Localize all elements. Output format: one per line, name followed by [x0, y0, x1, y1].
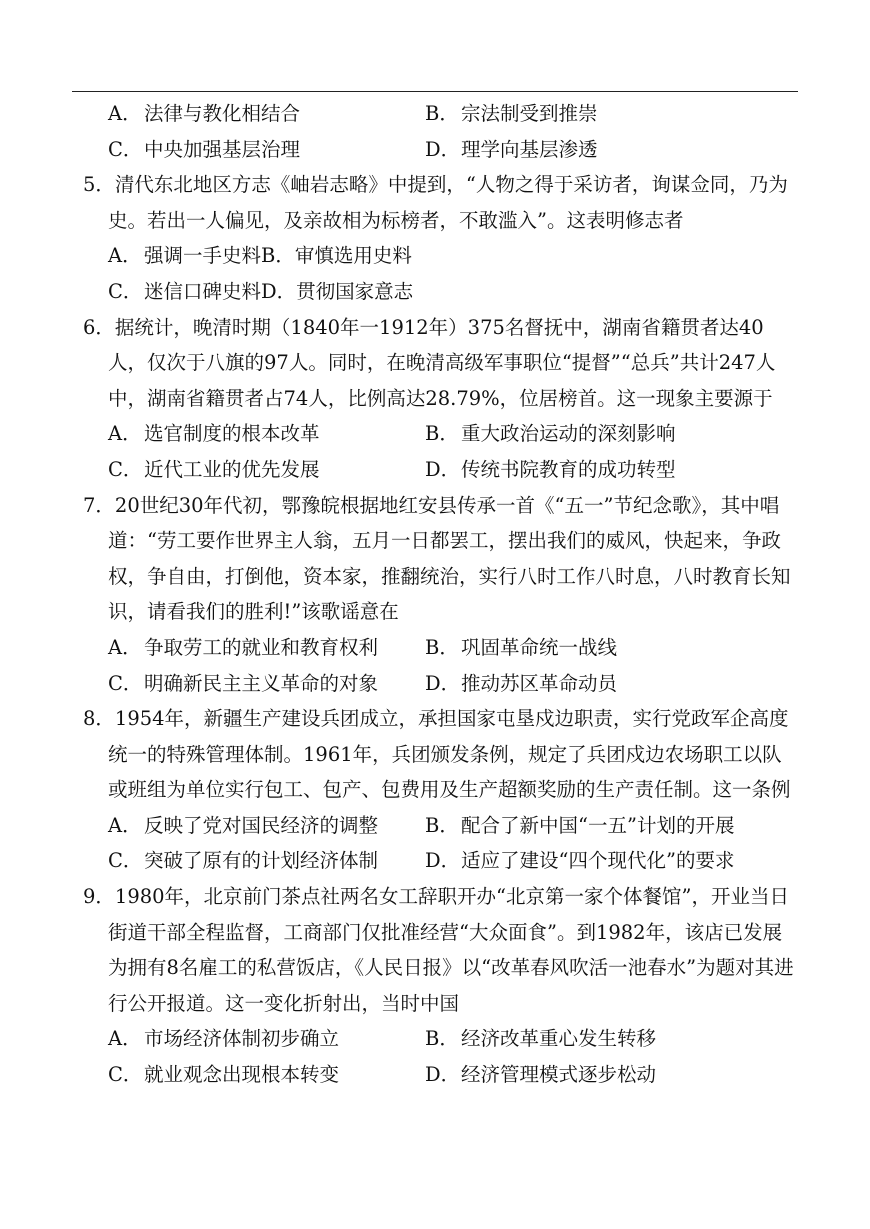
option-row — [0, 630, 870, 666]
question-6-stem: 6．据统计，晚清时期（1840年一1912年）375名督抚中，湖南省籍贯者达40人，仅次于八旗的97人。同时，在晚清高级军事职位“提督”“总兵”共计247人中，湖南省籍贯者占74人，比例高达28.79%，位居榜首。这一现象主要源于 — [83, 315, 776, 410]
option-row — [0, 666, 870, 702]
option-c[interactable]: C．中央加强基层治理 — [108, 137, 301, 161]
option-d[interactable]: D．经济管理模式逐步松动 — [425, 1063, 657, 1087]
option-b[interactable]: B． 配合了新中国“一五”计划的开展 — [425, 813, 735, 837]
exam-page — [0, 96, 870, 1093]
header-rule — [72, 91, 798, 92]
option-b[interactable]: B． 经济改革重心发生转移 — [425, 1027, 657, 1051]
option-a[interactable]: A． 反映了党对国民经济的调整 — [108, 813, 379, 837]
option-a[interactable]: A． 市场经济体制初步确立 — [108, 1027, 340, 1051]
option-row — [0, 843, 870, 879]
option-c-d-inline[interactable]: C．迷信口碑史料D．贯彻国家意志 — [108, 279, 414, 303]
option-a[interactable]: A． 争取劳工的就业和教育权利 — [108, 635, 379, 659]
option-c[interactable]: C．近代工业的优先发展 — [108, 457, 320, 481]
option-d[interactable]: D．理学向基层渗透 — [425, 137, 598, 161]
option-d[interactable]: D．适应了建设“四个现代化”的要求 — [425, 849, 735, 873]
question-8-stem: 8．1954年，新疆生产建设兵团成立，承担国家屯垦戍边职责，实行党政军企高度统一的特殊管理体制。1961年，兵团颁发条例，规定了兵团戍边农场职工以队或班组为单位实行包工、包产、包费用及生产超额奖励的生产责任制。这一条例 — [83, 707, 791, 802]
option-c[interactable]: C．突破了原有的计划经济体制 — [108, 849, 379, 873]
option-row — [0, 238, 870, 274]
option-b[interactable]: B． 巩固革命统一战线 — [425, 635, 618, 659]
option-b[interactable]: B． 重大政治运动的深刻影响 — [425, 422, 676, 446]
option-row — [0, 416, 870, 452]
option-c[interactable]: C．就业观念出现根本转变 — [108, 1063, 340, 1087]
option-d[interactable]: D．推动苏区革命动员 — [425, 671, 618, 695]
option-c[interactable]: C．明确新民主主义革命的对象 — [108, 671, 379, 695]
option-a[interactable]: A． 法律与教化相结合 — [108, 102, 301, 125]
option-row — [0, 1021, 870, 1057]
option-row — [0, 452, 870, 488]
question-7-stem: 7．20世纪30年代初，鄂豫皖根据地红安县传承一首《“五一”节纪念歌》，其中唱道：“劳工要作世界主人翁，五月一日都罢工，摆出我们的威风，快起来，争政权，争自由，打倒他，资本家，推翻统治，实行八时工作八时息，八时教育长知识，请看我们的胜利!”该歌谣意在 — [83, 493, 791, 624]
option-row — [0, 808, 870, 844]
option-a-b-inline[interactable]: A． 强调一手史料B．审慎选用史料 — [108, 244, 412, 268]
option-row — [0, 274, 870, 310]
question-5-stem: 5．清代东北地区方志《岫岩志略》中提到，“人物之得于采访者，询谋佥同，乃为史。若出一人偏见，及亲故相为标榜者，不敢滥入”。这表明修志者 — [83, 173, 788, 232]
option-row — [0, 132, 870, 168]
option-row — [0, 96, 870, 132]
option-row — [0, 1057, 870, 1093]
question-9-stem: 9．1980年，北京前门茶点社两名女工辞职开办“北京第一家个体餐馆”，开业当日街道干部全程监督，工商部门仅批准经营“大众面食”。到1982年，该店已发展为拥有8名雇工的私营饭店，《人民日报》以“改革春风吹活一池春水”为题对其进行公开报道。这一变化折射出，当时中国 — [83, 885, 794, 1015]
option-b[interactable]: B． 宗法制受到推崇 — [425, 102, 598, 125]
option-a[interactable]: A． 选官制度的根本改革 — [108, 422, 320, 446]
option-d[interactable]: D．传统书院教育的成功转型 — [425, 457, 676, 481]
